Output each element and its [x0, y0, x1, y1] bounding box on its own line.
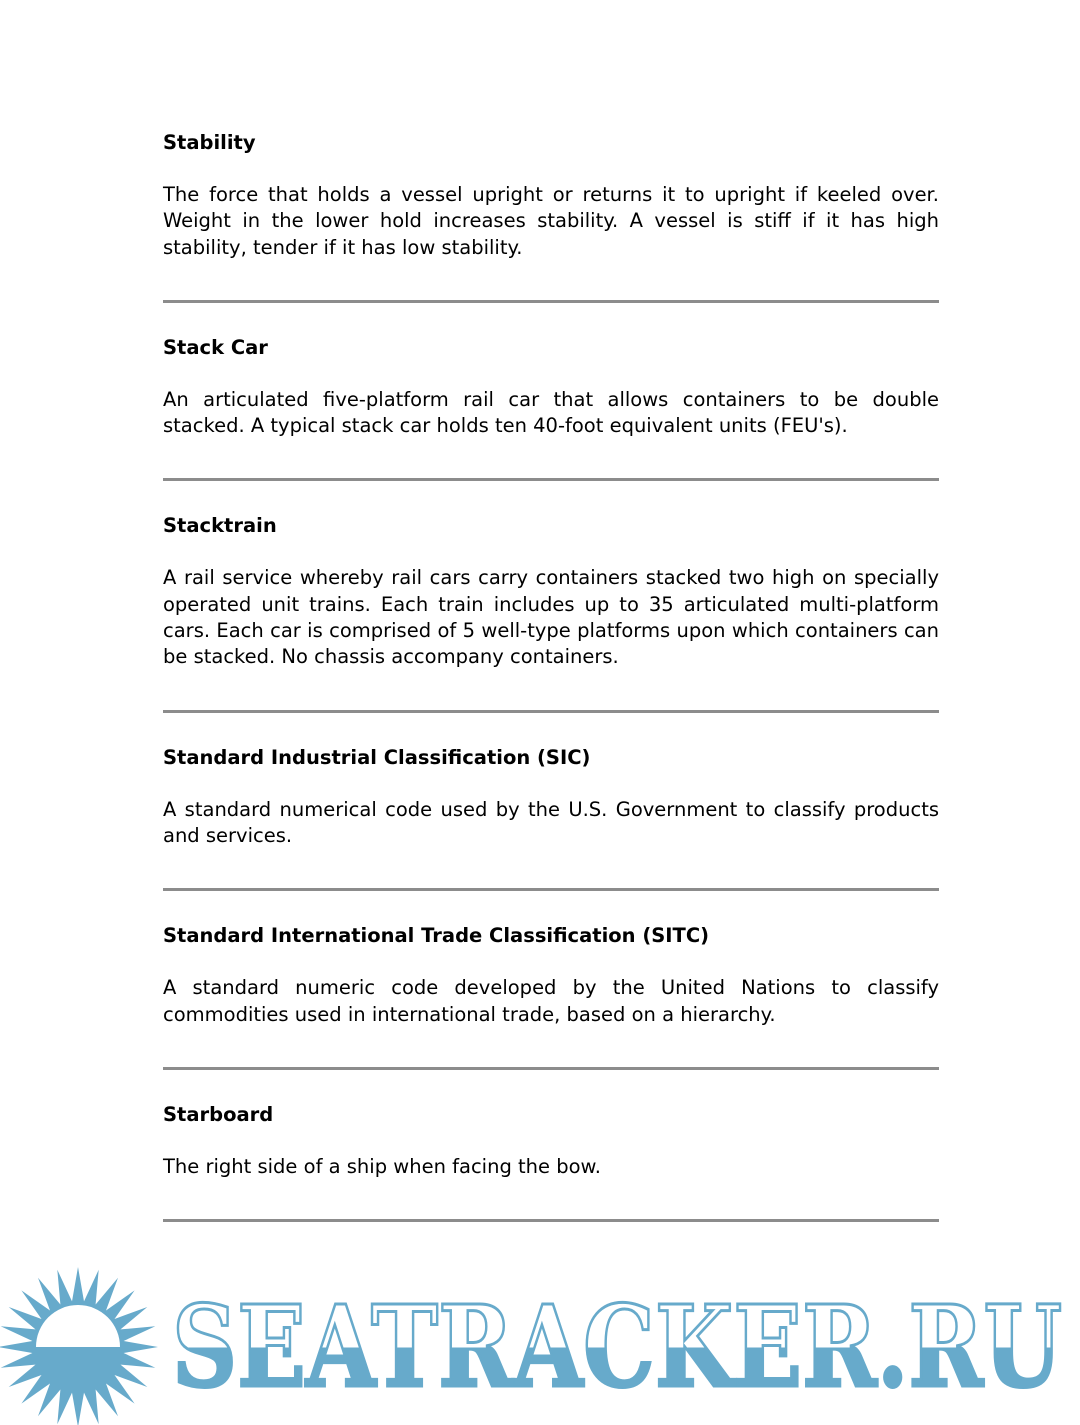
glossary-entry — [163, 1102, 939, 1222]
glossary — [163, 130, 939, 1254]
logo-text: SEATRACKER.RU — [172, 1282, 1062, 1413]
divider — [163, 1067, 939, 1070]
entry-definition: A standard numerical code used by the U.S. Government to classify products and services. — [163, 797, 939, 847]
entry-term: Stability — [163, 131, 256, 154]
entry-term: Starboard — [163, 1102, 274, 1126]
divider — [163, 478, 939, 481]
glossary-entry — [163, 513, 939, 712]
entry-term: Stack Car — [163, 335, 268, 359]
divider — [163, 888, 939, 891]
entry-definition: A rail service whereby rail cars carry containers stacked two high on specially operated unit trains. Each train includes up to 35 articulated multi-platform cars. Each car is comprised of 5 well-type platforms upon which containers can be stacked. No chassis accompany containers. — [163, 566, 939, 669]
divider — [163, 1219, 939, 1222]
glossary-entry — [163, 923, 939, 1070]
entry-definition: An articulated five-platform rail car that allows containers to be double stacked. A typical stack car holds ten 40-foot equivalent units (FEU's). — [163, 387, 939, 438]
glossary-entry — [163, 335, 939, 482]
sun-icon — [0, 1267, 158, 1425]
seatracker-logo — [0, 1262, 1080, 1425]
entry-definition: A standard numeric code developed by the United Nations to classify commodities used in international trade, based on a hierarchy. — [163, 976, 939, 1026]
entry-term: Standard International Trade Classification (SITC) — [163, 924, 710, 948]
entry-definition: The force that holds a vessel upright or returns it to upright if keeled over. Weight in the lower hold increases stability. A vessel is stiff if it has high stability, tender if it has low stability. — [163, 183, 939, 259]
glossary-entry — [163, 130, 939, 303]
divider — [163, 300, 939, 303]
divider — [163, 710, 939, 713]
entry-definition: The right side of a ship when facing the bow. — [163, 1154, 601, 1178]
glossary-entry — [163, 745, 939, 892]
entry-term: Standard Industrial Classification (SIC) — [163, 745, 591, 769]
entry-term: Stacktrain — [163, 514, 277, 538]
